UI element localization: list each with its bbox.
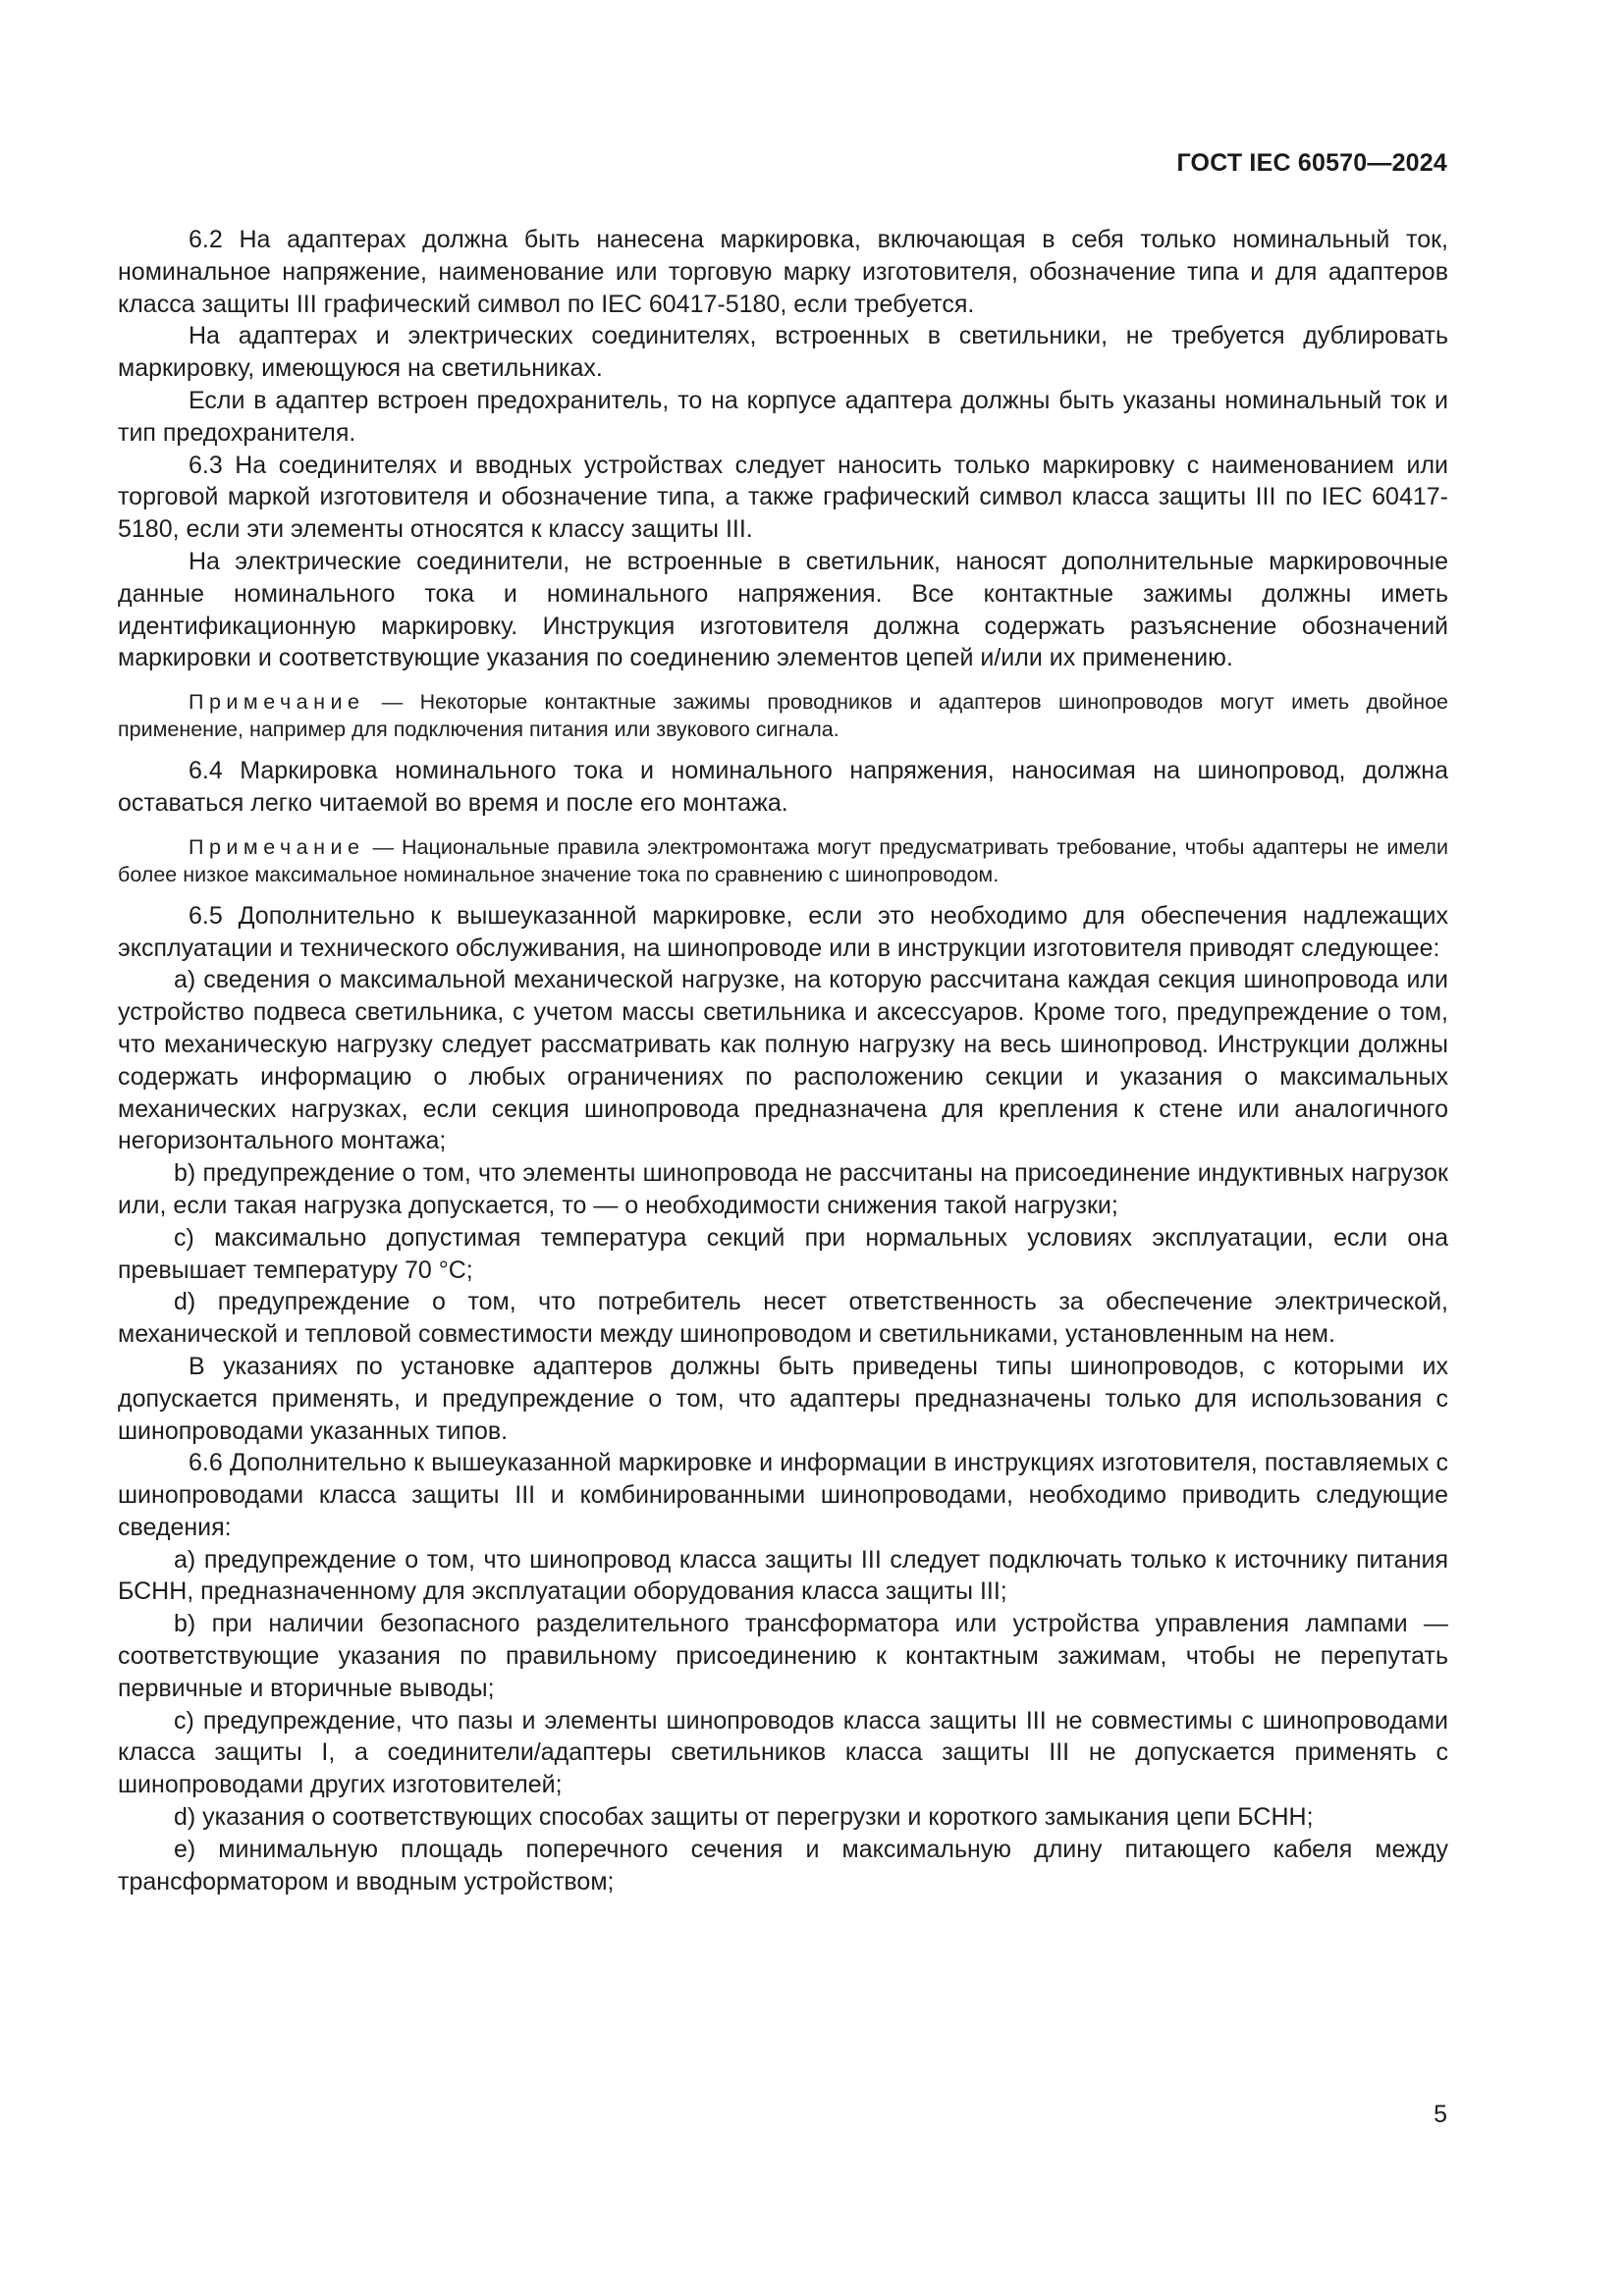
- list-item-a: a) предупреждение о том, что шинопровод класса защиты III следует подключать только к источнику питания БСНН, предназначенному для эксплуатации оборудования класса защиты III;: [118, 1545, 1448, 1606]
- list-item-b: b) при наличии безопасного разделительного трансформатора или устройства управления лампами — соответствующие указания по правильному присоединению к контактным зажимам, чтобы не перепутать первичные и вторичные выводы;: [118, 1610, 1448, 1702]
- list-item-c: c) предупреждение, что пазы и элементы шинопроводов класса защиты III не совместимы с шинопроводами класса защиты I, а соединители/адаптеры светильников класса защиты III не допускается применять с шинопроводами других изготовителей;: [118, 1706, 1448, 1799]
- list-item-e: e) минимальную площадь поперечного сечения и максимальную длину питающего кабеля между трансформатором и вводным устройством;: [118, 1835, 1448, 1896]
- list-item-b: b) предупреждение о том, что элементы шинопровода не рассчитаны на присоединение индуктивных нагрузок или, если такая нагрузка допускается, то — о необходимости снижения такой нагрузки;: [118, 1159, 1448, 1219]
- paragraph: В указаниях по установке адаптеров должны быть приведены типы шинопроводов, с которыми их допускается применять, и предупреждение о том, что адаптеры предназначены только для использования с шинопроводами указанных типов.: [118, 1352, 1448, 1445]
- paragraph-6-4: 6.4 Маркировка номинального тока и номинального напряжения, наносимая на шинопровод, должна оставаться легко читаемой во время и после его монтажа.: [118, 757, 1448, 817]
- note-label: Примечание: [189, 690, 365, 715]
- note-text: — Национальные правила электромонтажа могут предусматривать требование, чтобы адаптеры не имели более низкое максимальное номинальное значение тока по сравнению с шинопроводом.: [118, 834, 1448, 886]
- paragraph: На адаптерах и электрических соединителях, встроенных в светильники, не требуется дублировать маркировку, имеющуюся на светильниках.: [118, 322, 1448, 383]
- paragraph-6-3: 6.3 На соединителях и вводных устройствах следует наносить только маркировку с наименованием или торговой маркой изготовителя и обозначение типа, а также графический символ класса защиты III по IEC 60417-5180, если эти элементы относятся к классу защиты III.: [118, 451, 1448, 544]
- note-label: Примечание: [189, 834, 365, 859]
- list-item-a: a) сведения о максимальной механической нагрузке, на которую рассчитана каждая секция шинопровода или устройство подвеса светильника, с учетом массы светильника и аксессуаров. Кроме того, предупреждение о том, что механическую нагрузку следует рассматривать как полную нагрузку на весь шинопровод. Инструкции должны содержать информацию о любых ограничениях по расположению секции и указания о максимальных механических нагрузках, если секция шинопровода предназначена для крепления к стене или аналогичного негоризонтального монтажа;: [118, 966, 1448, 1155]
- paragraph: Если в адаптер встроен предохранитель, то на корпусе адаптера должны быть указаны номинальный ток и тип предохранителя.: [118, 386, 1448, 447]
- list-item-d: d) указания о соответствующих способах защиты от перегрузки и короткого замыкания цепи БСНН;: [174, 1803, 1314, 1832]
- document-body: [118, 224, 1448, 1897]
- list-item-d: d) предупреждение о том, что потребитель несет ответственность за обеспечение электрической, механической и тепловой совместимости между шинопроводом и светильниками, установленным на нем.: [118, 1288, 1448, 1349]
- note-text: — Некоторые контактные зажимы проводников и адаптеров шинопроводов могут иметь двойное применение, например для подключения питания или звукового сигнала.: [118, 690, 1448, 742]
- list-item-c: c) максимально допустимая температура секций при нормальных условиях эксплуатации, если она превышает температуру 70 °C;: [118, 1223, 1448, 1284]
- page-number: 5: [1434, 2101, 1447, 2128]
- paragraph-6-6: 6.6 Дополнительно к вышеуказанной маркировке и информации в инструкциях изготовителя, поставляемых с шинопроводами класса защиты III и комбинированными шинопроводами, необходимо приводить следующие сведения:: [118, 1449, 1448, 1541]
- document-code-header: ГОСТ IEC 60570—2024: [1176, 149, 1447, 177]
- paragraph: На электрические соединители, не встроенные в светильник, наносят дополнительные маркировочные данные номинального тока и номинального напряжения. Все контактные зажимы должны иметь идентификационную маркировку. Инструкция изготовителя должна содержать разъяснение обозначений маркировки и соответствующие указания по соединению элементов цепей и/или их применению.: [118, 547, 1448, 672]
- paragraph-6-2: 6.2 На адаптерах должна быть нанесена маркировка, включающая в себя только номинальный ток, номинальное напряжение, наименование или торговую марку изготовителя, обозначение типа и для адаптеров класса защиты III графический символ по IEC 60417-5180, если требуется.: [118, 226, 1448, 318]
- paragraph-6-5: 6.5 Дополнительно к вышеуказанной маркировке, если это необходимо для обеспечения надлежащих эксплуатации и технического обслуживания, на шинопроводе или в инструкции изготовителя приводят следующее:: [118, 901, 1448, 962]
- note-2: [118, 833, 1448, 888]
- note-1: [118, 688, 1448, 743]
